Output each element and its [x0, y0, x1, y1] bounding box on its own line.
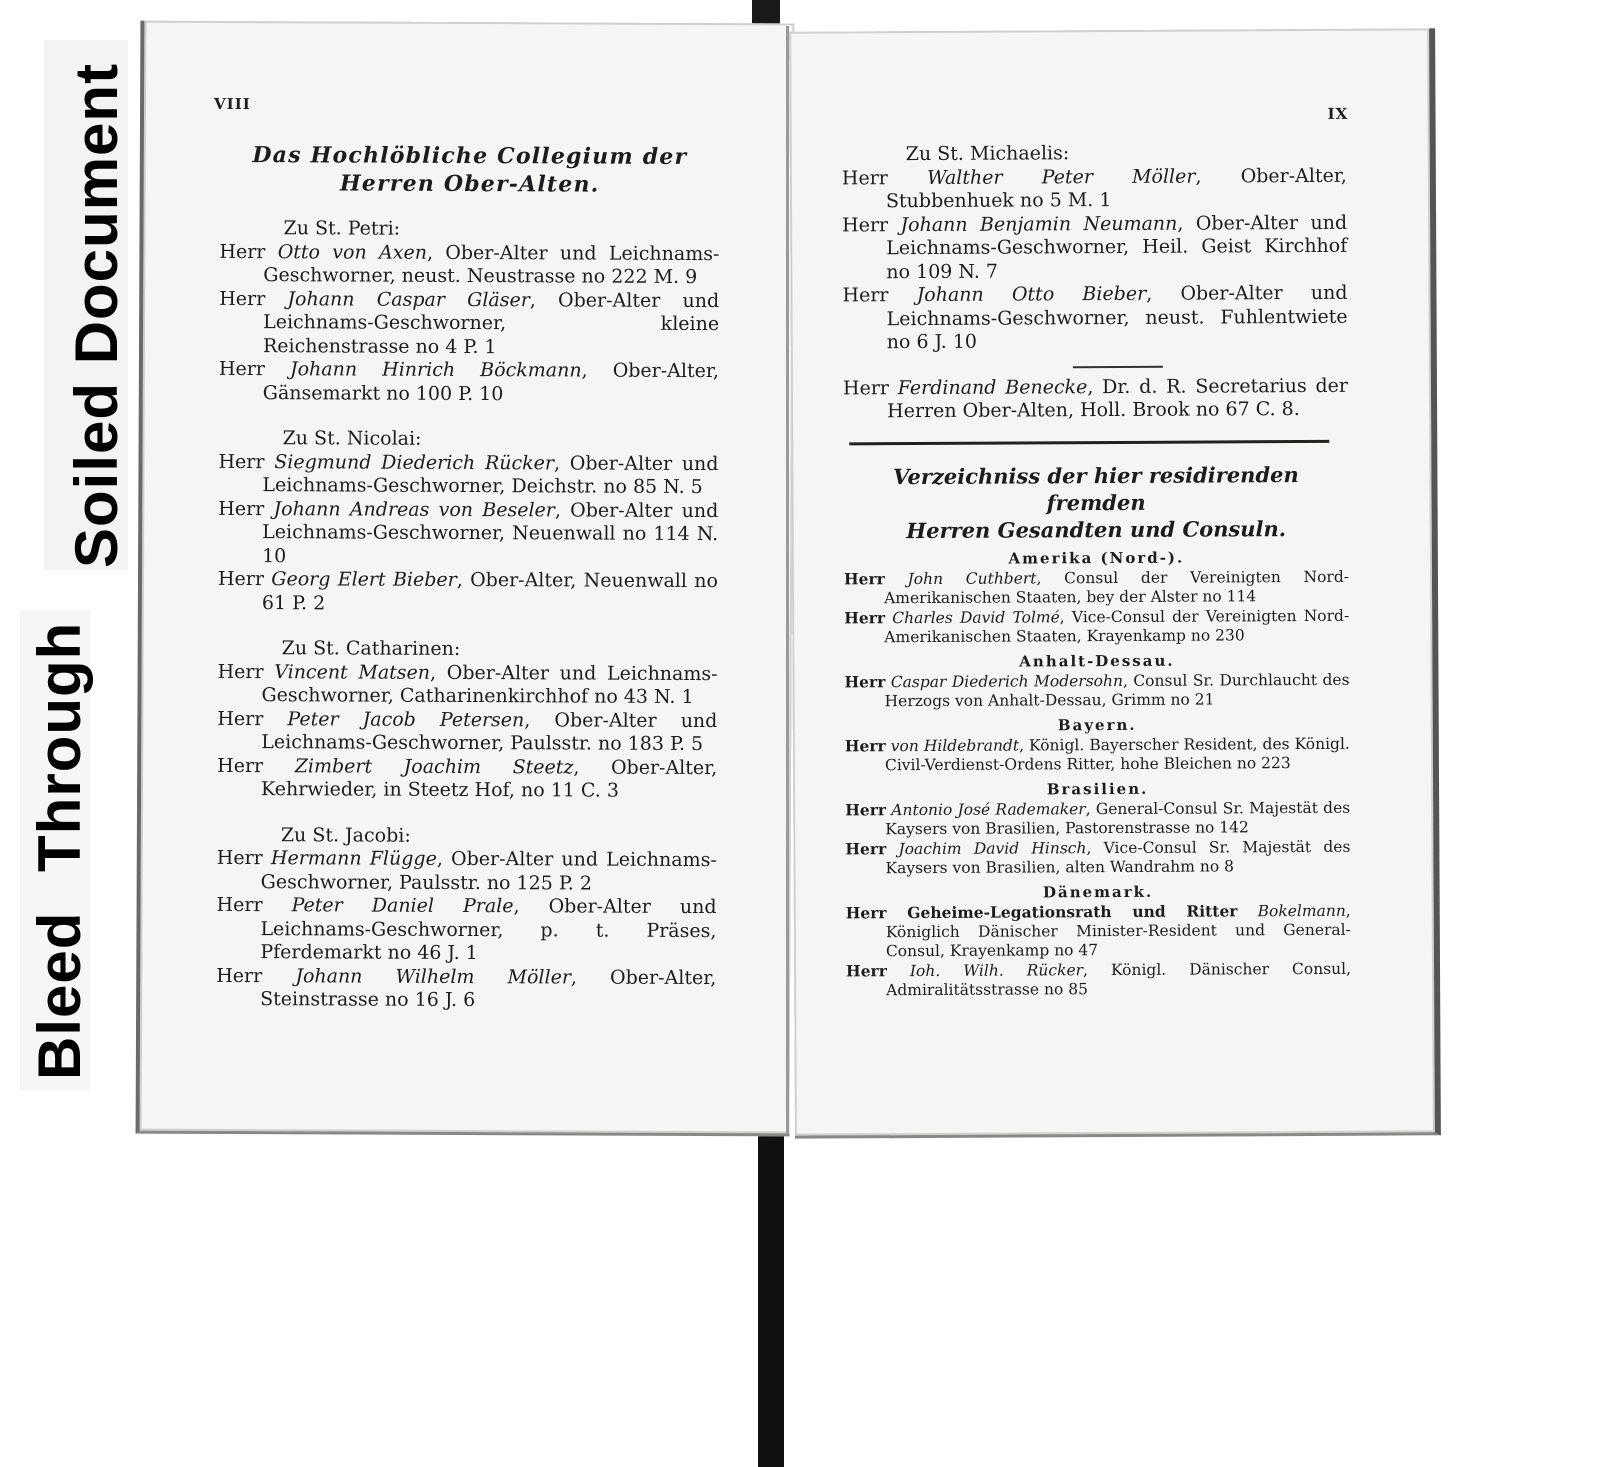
country-heading: Amerika (Nord-).: [1008, 548, 1185, 568]
list-item: Herr Hermann Flügge, Ober-Alter und Leichnams-Geschworner, Paulsstr. no 125 P. 2: [216, 846, 717, 895]
list-item: Herr Vincent Matsen, Ober-Alter und Leichnams-Geschworner, Catharinenkirchhof no 43 N. 1: [217, 660, 718, 708]
list-item: Herr Johann Benjamin Neumann, Ober-Alter und Leichnams-Geschworner, Heil. Geist Kirchhof no 109 N. 7: [842, 211, 1348, 283]
list-item: Herr Caspar Diederich Modersohn, Consul Sr. Durchlaucht des Herzogs von Anhalt-Dessau, Grimm no 21: [844, 670, 1350, 710]
section-heading: Zu St. Jacobi:: [280, 823, 411, 847]
list-item: Herr Antonio José Rademaker, General-Consul Sr. Majestät des Kaysers von Brasilien, Pastorenstrasse no 142: [845, 798, 1351, 838]
section-heading: Zu St. Petri:: [283, 217, 401, 240]
page-title: Das Hochlöbliche Collegium der Herren Ober-Alten.: [252, 142, 688, 198]
list-item: Herr Peter Daniel Prale, Ober-Alter und Leichnams-Geschworner, p. t. Präses, Pferdemarkt no 46 J. 1: [216, 893, 717, 965]
right-page-content: [842, 141, 1351, 1000]
section-heading: Zu St. Michaelis:: [905, 142, 1070, 166]
list-item: Herr Peter Jacob Petersen, Ober-Alter und Leichnams-Geschworner, Paulsstr. no 183 P. 5: [217, 707, 718, 756]
list-item: Herr Zimbert Joachim Steetz, Ober-Alter, Kehrwieder, in Steetz Hof, no 11 C. 3: [217, 754, 718, 802]
list-item: Herr John Cuthbert, Consul der Vereinigten Nord-Amerikanischen Staaten, bey der Alster no 114: [843, 567, 1350, 607]
list-item: Herr Johann Otto Bieber, Ober-Alter und Leichnams-Geschworner, neust. Fuhlentwiete no 6 J. 10: [842, 281, 1348, 354]
list-item: Herr Johann Andreas von Beseler, Ober-Alter und Leichnams-Geschworner, Neuenwall no 114 N. 10: [218, 497, 719, 567]
section-heading: Zu St. Nicolai:: [282, 427, 422, 450]
list-item: Herr Siegmund Diederich Rücker, Ober-Alter und Leichnams-Geschworner, Deichstr. no 85 N. 5: [218, 450, 719, 499]
section-title: Verzeichniss der hier residirenden fremden Herren Gesandten und Consuln.: [893, 461, 1299, 543]
list-item: Herr Ferdinand Benecke, Dr. d. R. Secretarius der Herren Ober-Alten, Holl. Brook no 67 C. 8.: [842, 374, 1349, 423]
page-number: VIII: [214, 94, 251, 114]
list-item: Herr Johann Caspar Gläser, Ober-Alter und Leichnams-Geschworner, kleine Reichenstrasse no 4 P. 1: [219, 287, 720, 358]
consul-list: [844, 547, 1351, 1000]
right-page: [789, 28, 1441, 1138]
list-item: Herr Charles David Tolmé, Vice-Consul der Vereinigten Nord-Amerikanischen Staaten, Krayenkamp no 230: [844, 606, 1350, 646]
country-heading: Brasilien.: [1046, 779, 1149, 798]
binding-spine: [758, 1132, 784, 1467]
list-item: Herr Johann Hinrich Böckmann, Ober-Alter, Gänsemarkt no 100 P. 10: [218, 357, 719, 405]
page-number: IX: [1327, 104, 1349, 123]
list-item: Herr Ioh. Wilh. Rücker, Königl. Dänischer Consul, Admiralitätsstrasse no 85: [845, 959, 1352, 999]
left-page-content: [216, 141, 720, 1014]
list-item: Herr Otto von Axen, Ober-Alter und Leichnams-Geschworner, neust. Neustrasse no 222 M. 9: [219, 240, 720, 289]
country-heading: Dänemark.: [1042, 882, 1154, 901]
country-heading: Anhalt-Dessau.: [1019, 651, 1175, 671]
list-item: Herr Joachim David Hinsch, Vice-Consul Sr. Majestät des Kaysers von Brasilien, alten Wandrahm no 8: [845, 837, 1351, 877]
country-heading: Bayern.: [1057, 715, 1137, 734]
list-item: Herr Geheime-Legationsrath und Ritter Bokelmann, Königlich Dänischer Minister-Resident und General-Consul, Krayenkamp no 47: [845, 900, 1351, 960]
divider: [849, 439, 1329, 445]
list-item: Herr Walther Peter Möller, Ober-Alter, Stubbenhuek no 5 M. 1: [841, 164, 1347, 213]
page-gutter: [786, 26, 789, 1134]
list-item: Herr Johann Wilhelm Möller, Ober-Alter, Steinstrasse no 16 J. 6: [216, 964, 717, 1012]
list-item: Herr von Hildebrandt, Königl. Bayerscher Resident, des Königl. Civil-Verdienst-Ordens Ritter, hohe Bleichen no 223: [844, 734, 1350, 774]
soiled-document-label: Soiled Document: [63, 62, 130, 568]
left-page: [136, 21, 795, 1137]
list-item: Herr Georg Elert Bieber, Ober-Alter, Neuenwall no 61 P. 2: [217, 567, 719, 614]
divider: [1073, 365, 1163, 367]
section-heading: Zu St. Catharinen:: [281, 637, 461, 660]
bleed-through-label: Bleed Through: [26, 621, 93, 1080]
